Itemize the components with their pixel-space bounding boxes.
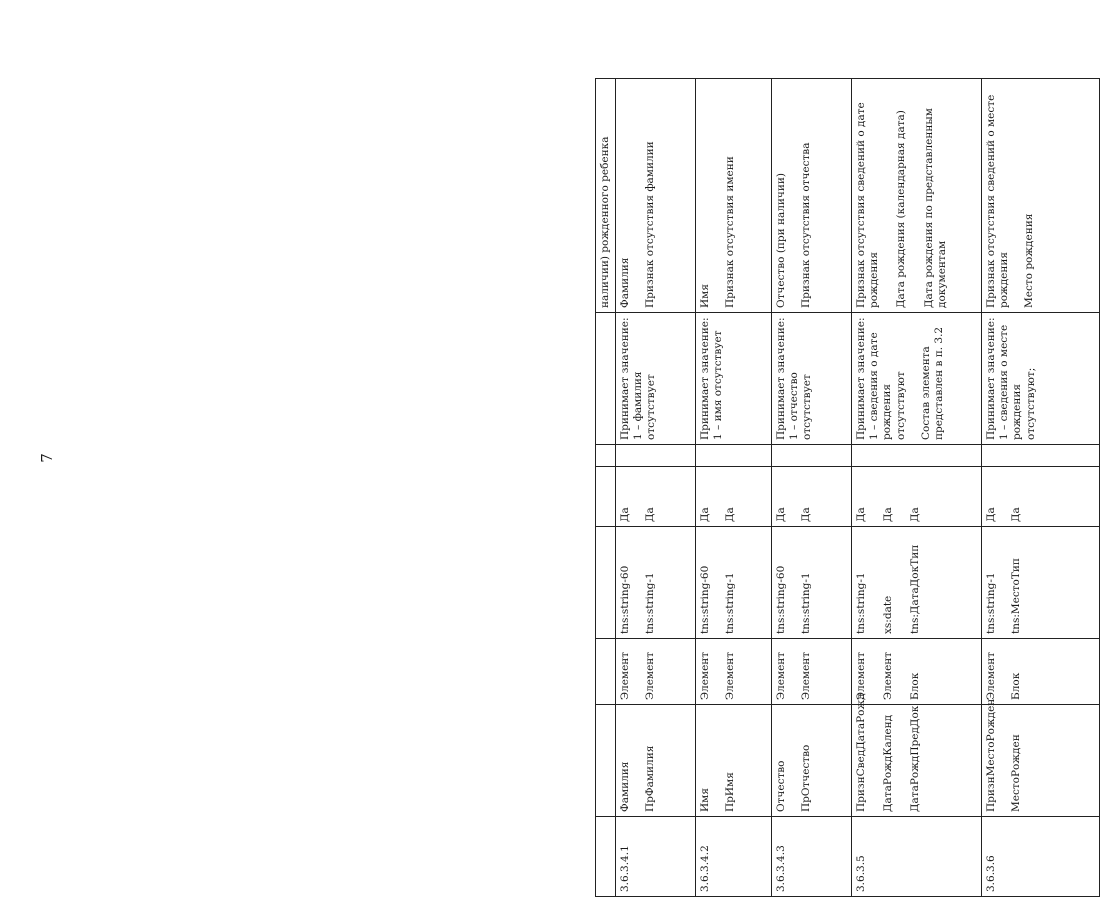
row-required bbox=[772, 467, 852, 527]
row-empty bbox=[696, 445, 772, 467]
row-types-line: tns:МестоТип bbox=[1010, 558, 1023, 634]
row-required-line: Да bbox=[855, 507, 868, 522]
row-kinds-line: Элемент bbox=[985, 651, 998, 700]
row-rules-line: Принимает значение: 1 – фамилия отсутствует bbox=[619, 317, 658, 440]
row-required-line: Да bbox=[699, 507, 712, 522]
row-types-line: tns:string-60 bbox=[619, 565, 632, 634]
row-descriptions bbox=[982, 79, 1100, 313]
row-kinds-line: Элемент bbox=[800, 651, 813, 700]
row-kinds-line: Элемент bbox=[644, 651, 657, 700]
row-empty bbox=[982, 445, 1100, 467]
row-types bbox=[982, 527, 1100, 639]
row-names-line: Имя bbox=[699, 788, 712, 812]
row-code: 3.6.3.4.1 bbox=[616, 817, 696, 897]
row-kinds bbox=[696, 639, 772, 705]
row-names-line: ПризнМестоРожден bbox=[985, 698, 998, 812]
table-row bbox=[982, 79, 1100, 897]
row-empty bbox=[852, 445, 982, 467]
row-descriptions-line: Отчество (при наличии) bbox=[775, 173, 788, 308]
row-descriptions-line: Фамилия bbox=[619, 257, 632, 308]
row-types-line: tns:string-60 bbox=[775, 565, 788, 634]
row-required-line: Да bbox=[909, 507, 922, 522]
row-descriptions-line: Признак отсутствия сведений о дате рождения bbox=[855, 102, 881, 308]
row-types bbox=[772, 527, 852, 639]
row-descriptions-line: Признак отсутствия отчества bbox=[800, 142, 813, 308]
row-names bbox=[772, 705, 852, 817]
page-number: 7 bbox=[38, 453, 56, 463]
row-types bbox=[616, 527, 696, 639]
row-types-line: tns:string-1 bbox=[855, 572, 868, 634]
row-code: 3.6.3.4.3 bbox=[772, 817, 852, 897]
row-types-line: tns:string-1 bbox=[985, 572, 998, 634]
row-names-line: ПрИмя bbox=[724, 772, 737, 812]
row-kinds-line: Блок bbox=[909, 672, 922, 700]
row-names bbox=[696, 705, 772, 817]
row-kinds bbox=[772, 639, 852, 705]
row-types-line: tns:ДатаДокТип bbox=[909, 544, 922, 634]
row-rules-line: Принимает значение: 1 – имя отсутствует bbox=[699, 317, 725, 440]
row-descriptions-line: Место рождения bbox=[1023, 213, 1036, 308]
table-row bbox=[696, 79, 772, 897]
row-kinds bbox=[982, 639, 1100, 705]
row-names-line: Отчество bbox=[775, 760, 788, 812]
row-types-line: tns:string-1 bbox=[724, 572, 737, 634]
row-rules bbox=[772, 313, 852, 445]
row-rules bbox=[852, 313, 982, 445]
table-row bbox=[852, 79, 982, 897]
row-empty bbox=[772, 445, 852, 467]
row-rules-line: Принимает значение: 1 – сведения о дате рождения отсутствуют bbox=[855, 317, 907, 440]
row-kinds-line: Элемент bbox=[619, 651, 632, 700]
row-required-line: Да bbox=[985, 507, 998, 522]
row-rules bbox=[982, 313, 1100, 445]
row-code: 3.6.3.6 bbox=[982, 817, 1100, 897]
row-names-line: ПрФамилия bbox=[644, 745, 657, 812]
row-rules-line: Принимает значение: 1 – сведения о месте рождения отсутствуют; bbox=[985, 317, 1037, 440]
row-descriptions bbox=[696, 79, 772, 313]
table-continuation-row bbox=[596, 79, 616, 897]
row-names-line: ДатаРождПредДок bbox=[909, 705, 922, 812]
row-empty bbox=[616, 445, 696, 467]
rotated-sheet bbox=[595, 79, 1115, 897]
row-required-line: Да bbox=[882, 507, 895, 522]
row-names bbox=[982, 698, 1100, 817]
table-row bbox=[616, 79, 696, 897]
row-required-line: Да bbox=[619, 507, 632, 522]
row-names-line: Фамилия bbox=[619, 761, 632, 812]
row-required-line: Да bbox=[724, 507, 737, 522]
row-rules-line: Состав элемента представлен в п. 3.2 bbox=[919, 326, 945, 440]
row-descriptions bbox=[616, 79, 696, 313]
row-descriptions bbox=[852, 79, 982, 313]
row-kinds-line: Элемент bbox=[699, 651, 712, 700]
row-names-line: МестоРожден bbox=[1010, 734, 1023, 812]
row-required bbox=[696, 467, 772, 527]
row-types-line: tns:string-60 bbox=[699, 565, 712, 634]
row-types bbox=[852, 527, 982, 639]
row-types-line: tns:string-1 bbox=[800, 572, 813, 634]
row-names bbox=[852, 693, 982, 817]
row-required bbox=[982, 467, 1100, 527]
row-rules-line: Принимает значение: 1 – отчество отсутствует bbox=[775, 317, 814, 440]
row-required-line: Да bbox=[800, 507, 813, 522]
row-names-line: ПрОтчество bbox=[800, 744, 813, 812]
row-types bbox=[696, 527, 772, 639]
row-descriptions-line: Дата рождения по представленным документам bbox=[922, 108, 948, 308]
row-kinds-line: Элемент bbox=[855, 651, 868, 700]
row-kinds bbox=[852, 639, 982, 705]
continuation-header: наличии) рожденного ребенка bbox=[596, 79, 616, 313]
row-rules bbox=[616, 313, 696, 445]
row-code: 3.6.3.4.2 bbox=[696, 817, 772, 897]
row-kinds-line: Элемент bbox=[775, 651, 788, 700]
table-row bbox=[772, 79, 852, 897]
requirements-table bbox=[595, 78, 1100, 897]
row-descriptions bbox=[772, 79, 852, 313]
row-rules bbox=[696, 313, 772, 445]
row-required bbox=[852, 467, 982, 527]
row-kinds-line: Блок bbox=[1010, 672, 1023, 700]
row-descriptions-line: Имя bbox=[699, 284, 712, 308]
row-types-line: tns:string-1 bbox=[644, 572, 657, 634]
row-required bbox=[616, 467, 696, 527]
row-descriptions-line: Дата рождения (календарная дата) bbox=[895, 110, 908, 308]
row-required-line: Да bbox=[775, 507, 788, 522]
row-required-line: Да bbox=[1010, 507, 1023, 522]
row-descriptions-line: Признак отсутствия сведений о месте рождения bbox=[985, 94, 1011, 308]
row-kinds bbox=[616, 639, 696, 705]
row-required-line: Да bbox=[644, 507, 657, 522]
row-names-line: ПризнСведДатаРожд bbox=[855, 693, 868, 812]
row-names-line: ДатаРождКаленд bbox=[882, 714, 895, 812]
row-names bbox=[616, 705, 696, 817]
row-types-line: xs:date bbox=[882, 595, 895, 634]
row-kinds-line: Элемент bbox=[724, 651, 737, 700]
row-descriptions-line: Признак отсутствия фамилии bbox=[644, 141, 657, 308]
row-kinds-line: Элемент bbox=[882, 651, 895, 700]
row-descriptions-line: Признак отсутствия имени bbox=[724, 156, 737, 308]
row-code: 3.6.3.5 bbox=[852, 817, 982, 897]
